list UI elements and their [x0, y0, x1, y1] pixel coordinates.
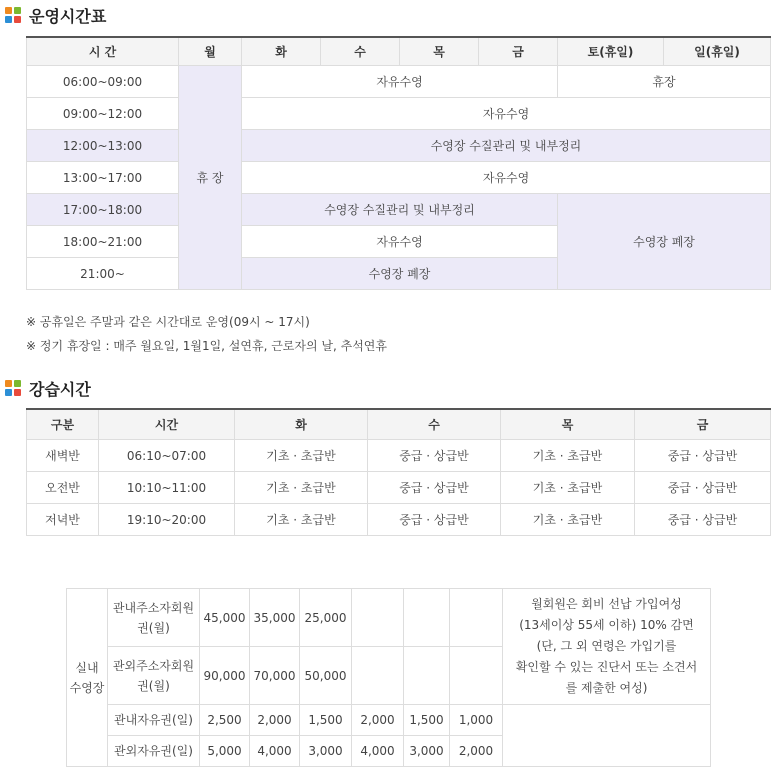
header-thu: 목 — [400, 37, 479, 66]
fee-note-line: (13세이상 55세 이하) 10% 감면 — [519, 618, 694, 632]
header-sun: 일(휴일) — [664, 37, 771, 66]
header-wed: 수 — [368, 409, 501, 440]
fee-value-cell: 50,000 — [300, 647, 352, 705]
schedule-cell: 자유수영 — [242, 226, 558, 258]
header-class: 구분 — [27, 409, 99, 440]
class-time-cell: 19:10~20:00 — [99, 504, 235, 536]
fee-note-line: 월회원은 회비 선납 가입여성 — [531, 597, 682, 611]
section-title-lessons — [5, 377, 91, 400]
table-row — [27, 472, 771, 504]
section-title-text: 강습시간 — [29, 380, 91, 399]
fee-value-cell: 90,000 — [200, 647, 250, 705]
class-level-cell: 기초 · 초급반 — [501, 504, 635, 536]
fee-type-line: 권(월) — [137, 678, 170, 693]
fee-type-cell: 관내자유권(일) — [108, 705, 200, 736]
time-cell: 18:00~21:00 — [27, 226, 179, 258]
class-level-cell: 기초 · 초급반 — [501, 472, 635, 504]
fee-value-cell: 1,500 — [404, 705, 450, 736]
class-name-cell: 저녁반 — [27, 504, 99, 536]
fee-type-line: 관내주소자회원 — [112, 600, 195, 615]
section-title-operating-hours — [5, 4, 106, 27]
table-row — [27, 194, 771, 226]
schedule-cell: 자유수영 — [242, 66, 558, 98]
header-thu: 목 — [501, 409, 635, 440]
schedule-cell: 수영장 수질관리 및 내부정리 — [242, 194, 558, 226]
fee-value-cell — [352, 589, 404, 647]
time-cell: 09:00~12:00 — [27, 98, 179, 130]
fee-discount-note-cell — [503, 589, 711, 705]
fee-value-cell — [450, 589, 503, 647]
fee-value-cell — [404, 647, 450, 705]
time-cell: 21:00~ — [27, 258, 179, 290]
fee-type-line: 관외주소자회원 — [112, 658, 195, 673]
header-mon: 월 — [179, 37, 242, 66]
fee-value-cell: 4,000 — [352, 736, 404, 767]
fee-value-cell — [352, 647, 404, 705]
fee-value-cell: 1,500 — [300, 705, 352, 736]
class-level-cell: 기초 · 초급반 — [235, 504, 368, 536]
schedule-cell: 자유수영 — [242, 98, 771, 130]
table-row — [27, 66, 771, 98]
holiday-note: ※ 공휴일은 주말과 같은 시간대로 운영(09시 ~ 17시) — [26, 315, 310, 329]
fee-value-cell: 5,000 — [200, 736, 250, 767]
weekend-closed-cell: 수영장 폐장 — [558, 194, 771, 290]
header-wed: 수 — [321, 37, 400, 66]
fee-value-cell: 45,000 — [200, 589, 250, 647]
table-row — [27, 504, 771, 536]
fee-note-line: 를 제출한 여성) — [565, 681, 648, 695]
time-cell: 12:00~13:00 — [27, 130, 179, 162]
header-sat: 토(휴일) — [558, 37, 664, 66]
header-tue: 화 — [242, 37, 321, 66]
class-level-cell: 중급 · 상급반 — [635, 472, 771, 504]
fee-value-cell: 2,500 — [200, 705, 250, 736]
fee-category-cell — [67, 589, 108, 767]
operating-hours-table — [26, 36, 771, 290]
fee-value-cell: 2,000 — [352, 705, 404, 736]
class-time-cell: 06:10~07:00 — [99, 440, 235, 472]
fee-value-cell: 3,000 — [404, 736, 450, 767]
class-level-cell: 중급 · 상급반 — [635, 504, 771, 536]
class-level-cell: 중급 · 상급반 — [368, 504, 501, 536]
fee-value-cell — [450, 647, 503, 705]
monday-closed-cell: 휴 장 — [179, 66, 242, 290]
table-row — [27, 440, 771, 472]
fee-value-cell: 70,000 — [250, 647, 300, 705]
bullet-squares-icon — [5, 380, 22, 397]
class-level-cell: 중급 · 상급반 — [368, 472, 501, 504]
fee-value-cell: 2,000 — [250, 705, 300, 736]
table-header-row — [27, 37, 771, 66]
bullet-squares-icon — [5, 7, 22, 24]
fee-type-cell — [108, 589, 200, 647]
fee-category-line: 실내 — [75, 660, 99, 675]
fee-value-cell: 35,000 — [250, 589, 300, 647]
fee-note-line: (단, 그 외 연령은 가입기를 — [536, 639, 677, 653]
header-time: 시 간 — [27, 37, 179, 66]
section-title-text: 운영시간표 — [29, 7, 107, 26]
fee-type-line: 권(월) — [137, 620, 170, 635]
fee-category-line: 수영장 — [69, 680, 105, 695]
table-row — [67, 589, 711, 647]
fee-value-cell: 3,000 — [300, 736, 352, 767]
fee-value-cell: 25,000 — [300, 589, 352, 647]
table-header-row — [27, 409, 771, 440]
header-fri: 금 — [479, 37, 558, 66]
table-row — [67, 705, 711, 736]
fee-value-cell: 2,000 — [450, 736, 503, 767]
fee-value-cell: 4,000 — [250, 736, 300, 767]
time-cell: 17:00~18:00 — [27, 194, 179, 226]
class-level-cell: 중급 · 상급반 — [635, 440, 771, 472]
schedule-cell: 수영장 수질관리 및 내부정리 — [242, 130, 771, 162]
fee-type-cell: 관외자유권(일) — [108, 736, 200, 767]
table-row — [27, 162, 771, 194]
class-level-cell: 중급 · 상급반 — [368, 440, 501, 472]
table-row — [27, 130, 771, 162]
lesson-schedule-table — [26, 408, 771, 536]
header-time: 시간 — [99, 409, 235, 440]
closure-note: ※ 정기 휴장일 : 매주 월요일, 1월1일, 설연휴, 근로자의 날, 추석연휴 — [26, 339, 387, 353]
schedule-cell: 수영장 폐장 — [242, 258, 558, 290]
time-cell: 13:00~17:00 — [27, 162, 179, 194]
time-cell: 06:00~09:00 — [27, 66, 179, 98]
fee-empty-note-cell — [503, 705, 711, 767]
fee-value-cell — [404, 589, 450, 647]
fee-note-line: 확인할 수 있는 진단서 또는 소견서 — [515, 660, 698, 674]
class-level-cell: 기초 · 초급반 — [235, 472, 368, 504]
header-tue: 화 — [235, 409, 368, 440]
class-name-cell: 오전반 — [27, 472, 99, 504]
weekend-cell: 휴장 — [558, 66, 771, 98]
schedule-cell: 자유수영 — [242, 162, 771, 194]
fee-table — [66, 588, 711, 767]
class-level-cell: 기초 · 초급반 — [501, 440, 635, 472]
fee-value-cell: 1,000 — [450, 705, 503, 736]
fee-type-cell — [108, 647, 200, 705]
class-level-cell: 기초 · 초급반 — [235, 440, 368, 472]
class-time-cell: 10:10~11:00 — [99, 472, 235, 504]
table-row — [27, 98, 771, 130]
class-name-cell: 새벽반 — [27, 440, 99, 472]
header-fri: 금 — [635, 409, 771, 440]
